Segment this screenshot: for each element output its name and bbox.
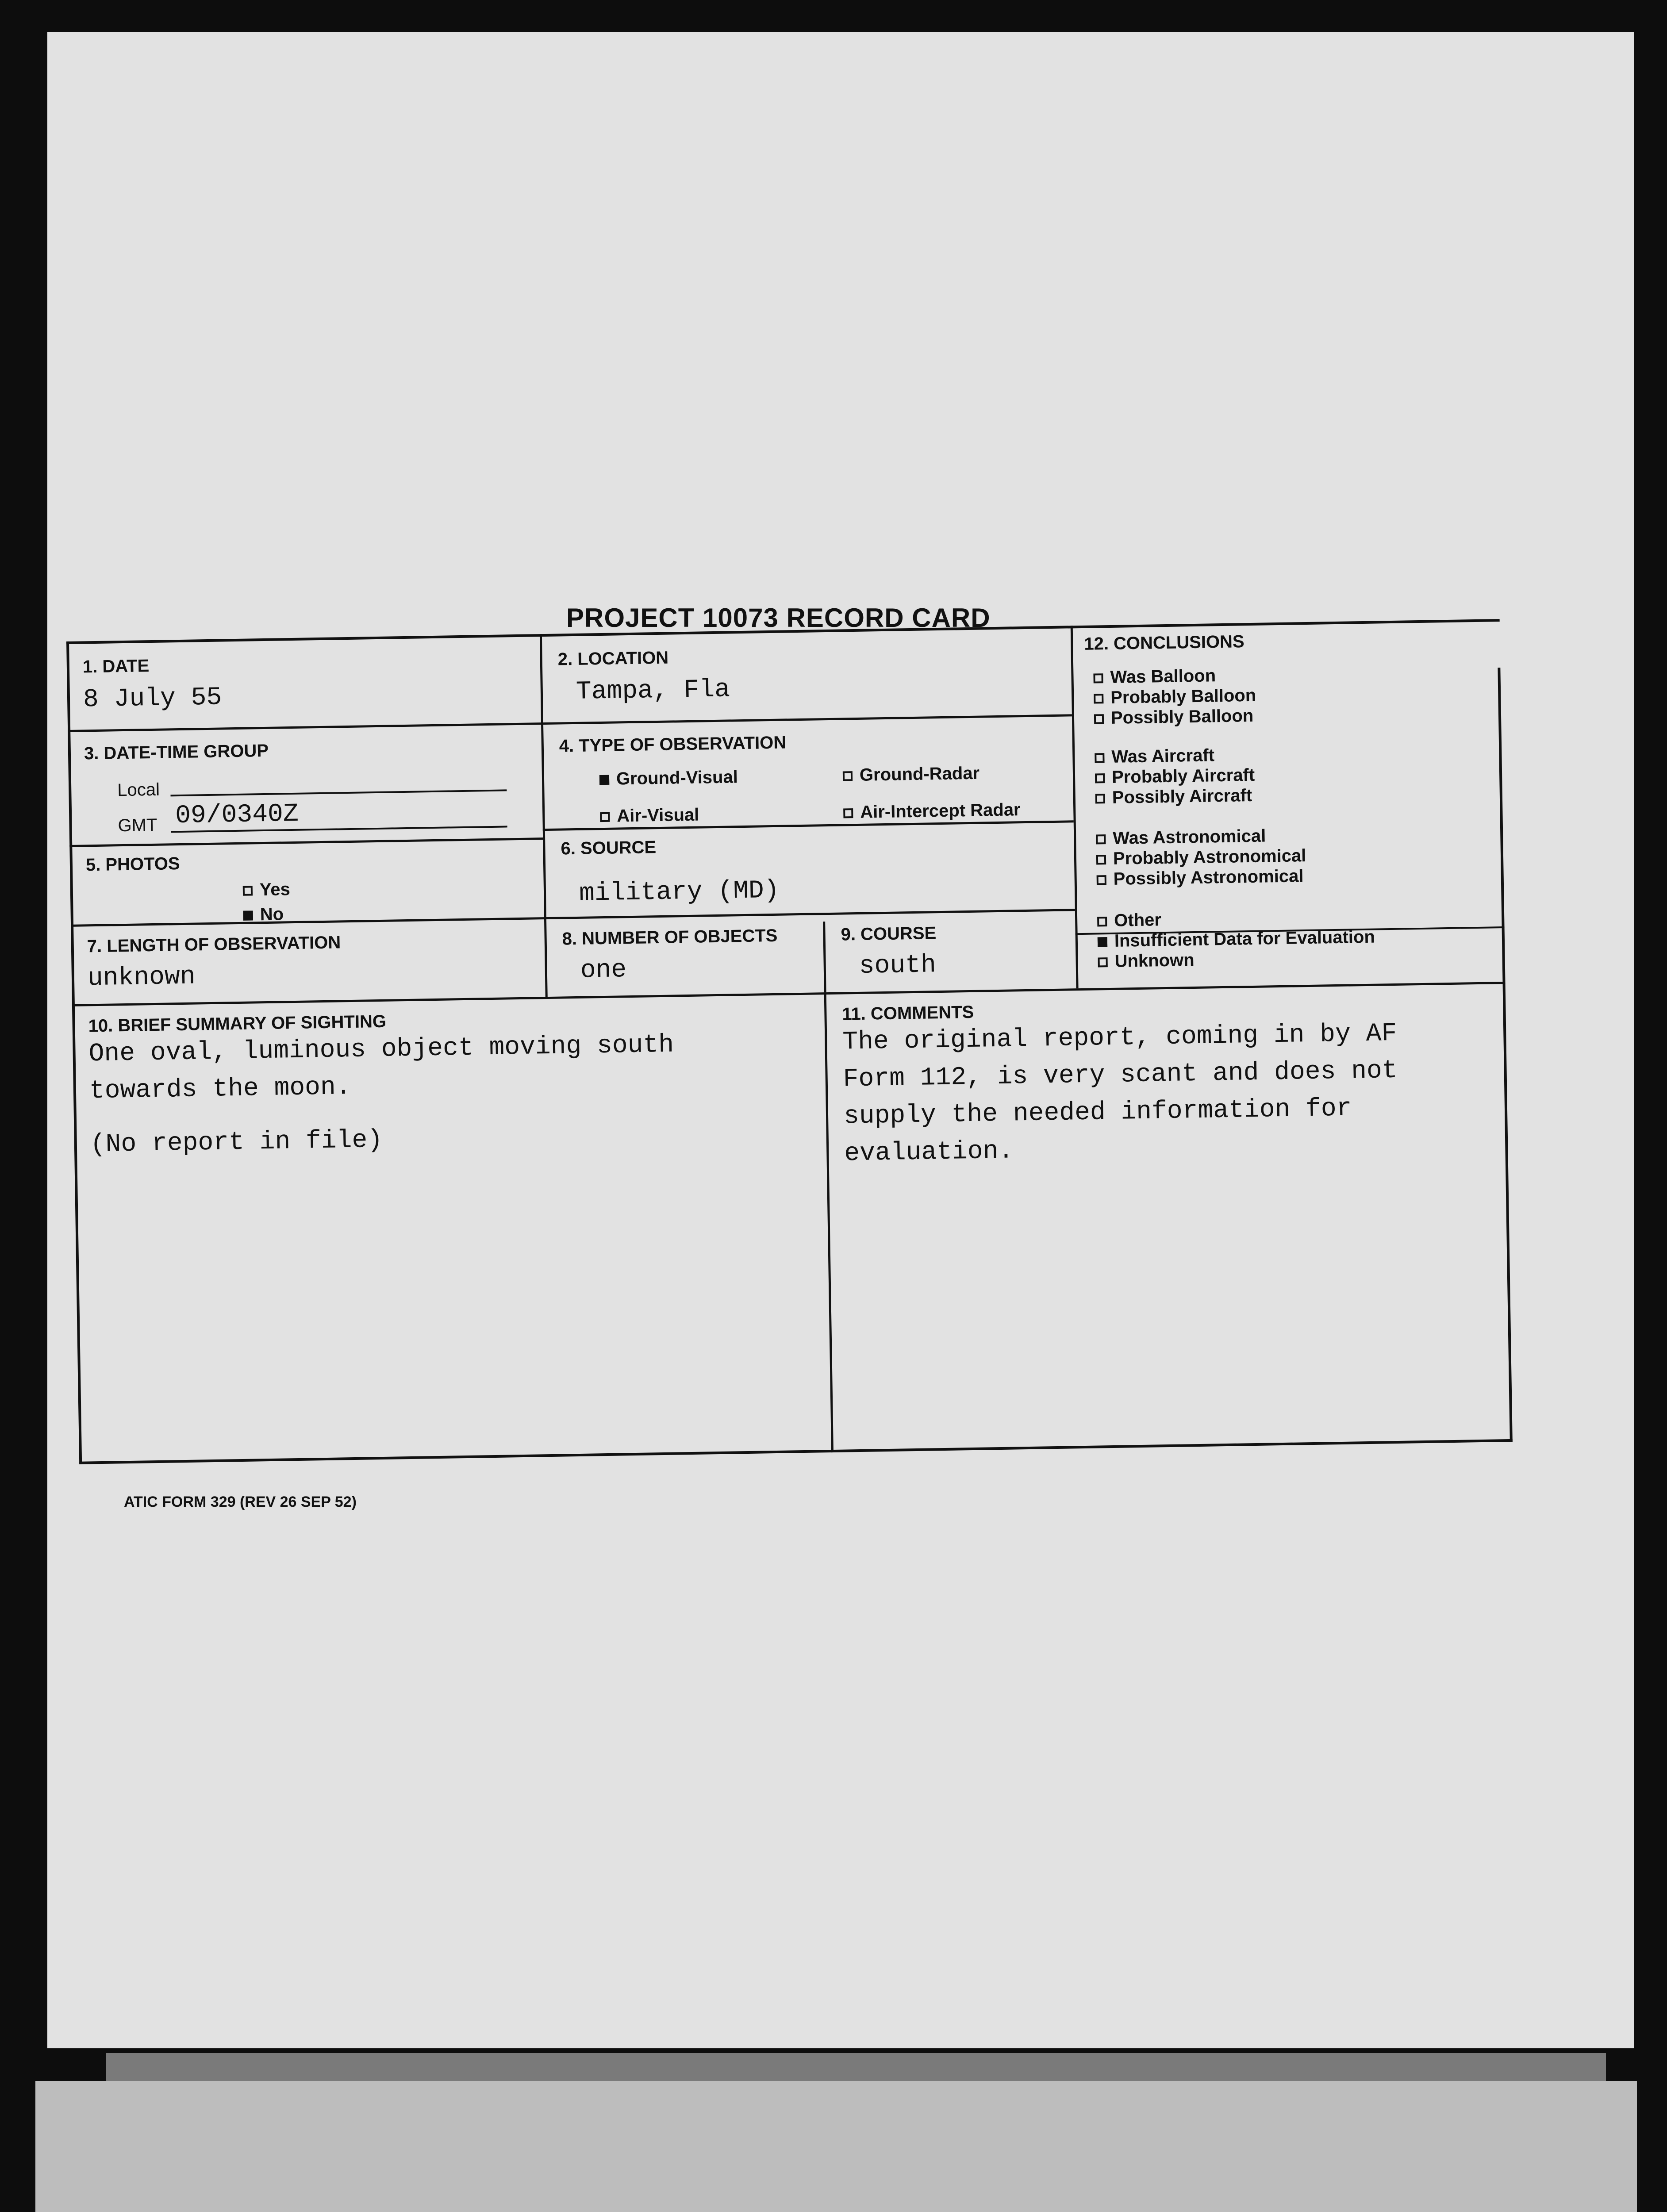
- comments-label: 11. COMMENTS: [842, 1002, 974, 1024]
- conclusion-was-astronomical: [1096, 826, 1266, 849]
- paper-shadow: [106, 2053, 1606, 2081]
- conclusion-label: Was Aircraft: [1111, 745, 1215, 767]
- conclusion-label: Possibly Aircraft: [1112, 785, 1252, 807]
- location-label: 2. LOCATION: [557, 648, 669, 669]
- conclusion-possibly-balloon: [1094, 706, 1254, 729]
- checkbox-icon: [599, 775, 609, 785]
- obs-ground-radar-label: Ground-Radar: [859, 763, 980, 785]
- obs-air-intercept-radar-label: Air-Intercept Radar: [860, 800, 1021, 822]
- date-value: 8 July 55: [83, 683, 222, 714]
- divider-col1: [540, 634, 548, 997]
- conclusion-other: [1097, 910, 1161, 931]
- photos-label: 5. PHOTOS: [85, 854, 180, 875]
- row-1-mid: [541, 714, 1072, 725]
- record-card: [66, 619, 1513, 1464]
- conclusion-label: Was Astronomical: [1112, 826, 1266, 848]
- divider-col3: [823, 922, 826, 992]
- conclusion-label: Probably Aircraft: [1111, 765, 1255, 787]
- checkbox-icon: [1093, 674, 1103, 684]
- checkbox-icon: [243, 911, 253, 921]
- gmt-label: GMT: [118, 815, 157, 836]
- row-2-left: [69, 837, 543, 847]
- checkbox-icon: [1095, 753, 1104, 763]
- card-title: PROJECT 10073 RECORD CARD: [566, 603, 991, 633]
- conclusion-label: Possibly Balloon: [1110, 706, 1254, 728]
- obs-air-visual-label: Air-Visual: [617, 805, 699, 826]
- checkbox-icon: [1096, 835, 1106, 845]
- divider-bottom: [824, 992, 834, 1452]
- conclusion-probably-aircraft: [1095, 765, 1255, 788]
- obs-ground-visual-label: Ground-Visual: [616, 767, 738, 789]
- gmt-value: 09/0340Z: [175, 799, 299, 831]
- photos-no-label: No: [260, 904, 284, 925]
- film-background: [35, 2081, 1637, 2212]
- checkbox-icon: [1098, 958, 1108, 968]
- checkbox-icon: [1095, 794, 1105, 804]
- conclusion-label: Was Balloon: [1110, 666, 1216, 687]
- conclusion-insufficient-data: [1098, 927, 1375, 952]
- conclusion-was-aircraft: [1095, 745, 1214, 767]
- source-label: 6. SOURCE: [561, 837, 657, 859]
- summary-text: One oval, luminous object moving south towards the moon.: [88, 1030, 674, 1106]
- objects-label: 8. NUMBER OF OBJECTS: [562, 926, 778, 949]
- dtg-label: 3. DATE-TIME GROUP: [84, 741, 269, 764]
- row-1-left: [68, 722, 541, 732]
- checkbox-icon: [1098, 937, 1107, 947]
- checkbox-icon: [843, 772, 853, 781]
- conclusion-probably-balloon: [1094, 686, 1256, 708]
- local-underline: [170, 789, 507, 796]
- conclusion-possibly-aircraft: [1095, 786, 1252, 808]
- length-label: 7. LENGTH OF OBSERVATION: [87, 933, 341, 956]
- checkbox-icon: [1097, 917, 1107, 927]
- conclusion-label: Probably Balloon: [1110, 685, 1256, 707]
- checkbox-icon: [1094, 714, 1104, 724]
- observation-type-label: 4. TYPE OF OBSERVATION: [559, 733, 787, 756]
- location-value: Tampa, Fla: [576, 675, 730, 707]
- objects-value: one: [580, 956, 627, 985]
- obs-ground-radar: [843, 764, 980, 786]
- form-id: ATIC FORM 329 (REV 26 SEP 52): [124, 1494, 357, 1510]
- checkbox-icon: [1096, 855, 1106, 865]
- obs-air-intercept-radar: [843, 800, 1021, 822]
- conclusion-label: Probably Astronomical: [1113, 846, 1306, 868]
- conclusion-label: Insufficient Data for Evaluation: [1114, 927, 1375, 951]
- conclusion-label: Unknown: [1114, 950, 1195, 971]
- obs-ground-visual: [599, 767, 738, 789]
- conclusion-unknown: [1098, 950, 1195, 972]
- photos-yes: [243, 879, 291, 900]
- local-label: Local: [117, 780, 160, 800]
- course-label: 9. COURSE: [841, 923, 937, 945]
- photos-yes-label: Yes: [259, 879, 291, 900]
- photos-no: [243, 904, 284, 925]
- conclusion-was-balloon: [1093, 666, 1216, 687]
- checkbox-icon: [1094, 694, 1103, 704]
- conclusion-probably-astronomical: [1096, 846, 1306, 869]
- obs-air-visual: [600, 805, 699, 827]
- checkbox-icon: [243, 886, 253, 896]
- date-label: 1. DATE: [82, 656, 150, 677]
- row-4: [72, 982, 1506, 1006]
- checkbox-icon: [1095, 774, 1105, 783]
- conclusion-possibly-astronomical: [1096, 866, 1303, 889]
- summary-note: (No report in file): [90, 1125, 383, 1160]
- checkbox-icon: [600, 812, 610, 822]
- source-value: military (MD): [579, 876, 780, 908]
- checkbox-icon: [843, 809, 853, 818]
- conclusion-label: Possibly Astronomical: [1113, 866, 1304, 889]
- summary-label: 10. BRIEF SUMMARY OF SIGHTING: [88, 1011, 387, 1036]
- course-value: south: [859, 951, 937, 981]
- checkbox-icon: [1097, 876, 1106, 885]
- conclusion-label: Other: [1114, 910, 1162, 930]
- length-value: unknown: [87, 962, 196, 993]
- conclusions-label: 12. CONCLUSIONS: [1084, 632, 1244, 654]
- comments-text: The original report, coming in by AF Form 112, is very scant and does not supply the needed information for evaluation.: [842, 1019, 1398, 1168]
